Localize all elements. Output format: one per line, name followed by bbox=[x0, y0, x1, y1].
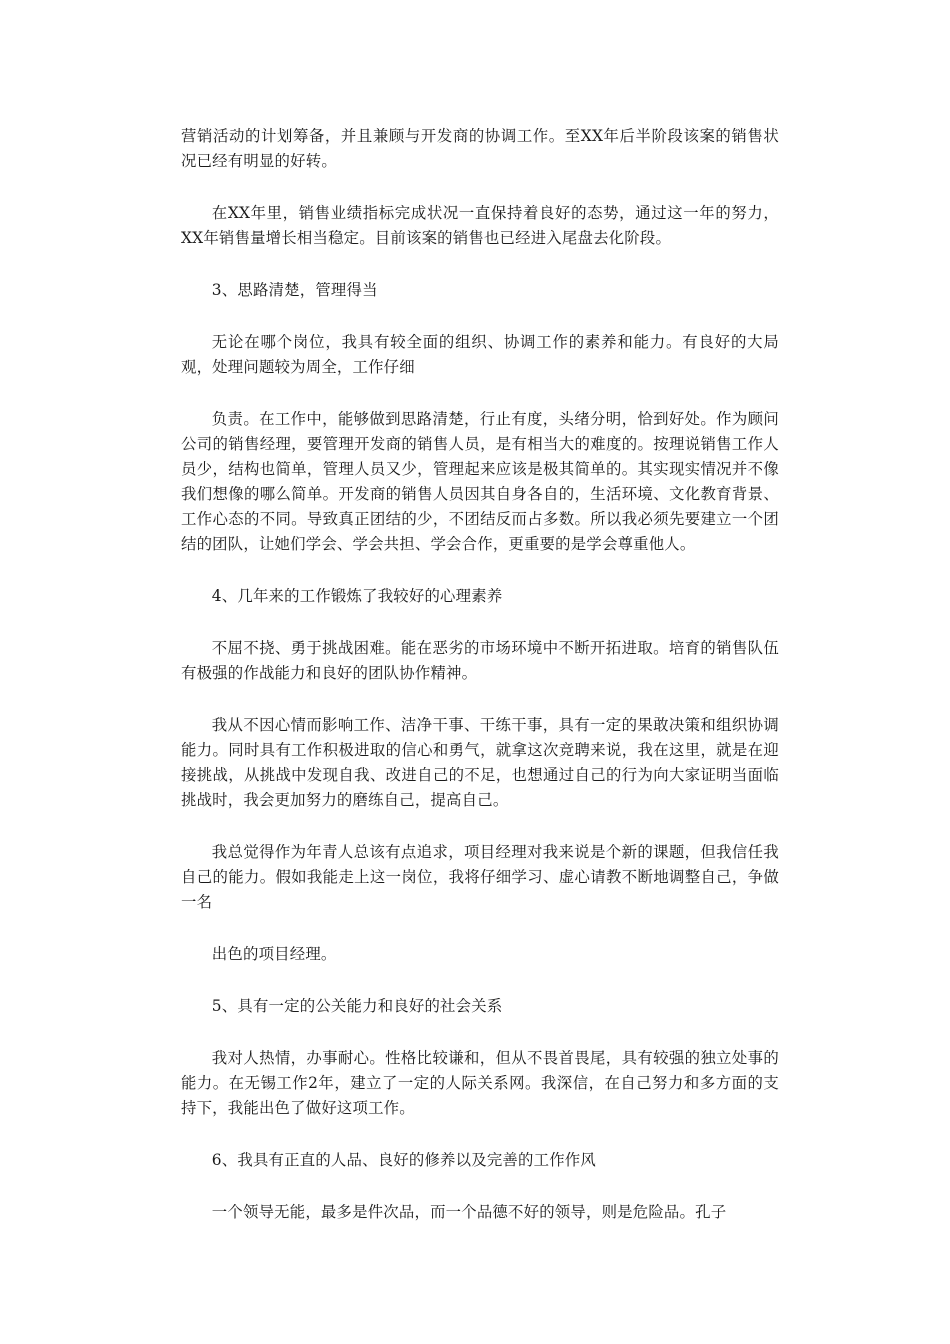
paragraph: 负责。在工作中，能够做到思路清楚，行止有度，头绪分明，恰到好处。作为顾问公司的销售经理，要管理开发商的销售人员，是有相当大的难度的。按理说销售工作人员少，结构也简单，管理人员又少，管理起来应该是极其简单的。其实现实情况并不像我们想像的哪么简单。开发商的销售人员因其自身各自的，生活环境、文化教育背景、工作心态的不同。导致真正团结的少，不团结反而占多数。所以我必须先要建立一个团结的团队，让她们学会、学会共担、学会合作，更重要的是学会尊重他人。 bbox=[181, 410, 779, 553]
paragraph: 我对人热情，办事耐心。性格比较谦和，但从不畏首畏尾，具有较强的独立处事的能力。在无锡工作2年，建立了一定的人际关系网。我深信，在自己努力和多方面的支持下，我能出色了做好这项工作。 bbox=[181, 1049, 779, 1117]
paragraph: 不屈不挠、勇于挑战困难。能在恶劣的市场环境中不断开拓进取。培育的销售队伍有极强的作战能力和良好的团队协作精神。 bbox=[181, 639, 779, 682]
section-heading: 5、具有一定的公关能力和良好的社会关系 bbox=[211, 997, 503, 1015]
paragraph: 我从不因心情而影响工作、洁净干事、干练干事，具有一定的果敢决策和组织协调能力。同时具有工作积极进取的信心和勇气，就拿这次竞聘来说，我在这里，就是在迎接挑战，从挑战中发现自我、改进自己的不足，也想通过自己的行为向大家证明当面临挑战时，我会更加努力的磨练自己，提高自己。 bbox=[181, 716, 779, 809]
section-heading: 4、几年来的工作锻炼了我较好的心理素养 bbox=[211, 587, 503, 605]
paragraph: 出色的项目经理。 bbox=[211, 945, 337, 963]
section-heading: 3、思路清楚，管理得当 bbox=[211, 281, 378, 299]
paragraph: 营销活动的计划筹备，并且兼顾与开发商的协调工作。至XX年后半阶段该案的销售状况已经有明显的好转。 bbox=[181, 127, 779, 170]
paragraph: 一个领导无能，最多是件次品，而一个品德不好的领导，则是危险品。孔子 bbox=[211, 1203, 727, 1221]
paragraph: 无论在哪个岗位，我具有较全面的组织、协调工作的素养和能力。有良好的大局观，处理问题较为周全，工作仔细 bbox=[181, 333, 779, 376]
paragraph: 在XX年里，销售业绩指标完成状况一直保持着良好的态势，通过这一年的努力，XX年销售量增长相当稳定。目前该案的销售也已经进入尾盘去化阶段。 bbox=[181, 204, 779, 247]
document-body bbox=[181, 124, 779, 1252]
paragraph: 我总觉得作为年青人总该有点追求，项目经理对我来说是个新的课题，但我信任我自己的能力。假如我能走上这一岗位，我将仔细学习、虚心请教不断地调整自己，争做一名 bbox=[181, 843, 779, 911]
section-heading: 6、我具有正直的人品、良好的修养以及完善的工作作风 bbox=[211, 1151, 596, 1169]
